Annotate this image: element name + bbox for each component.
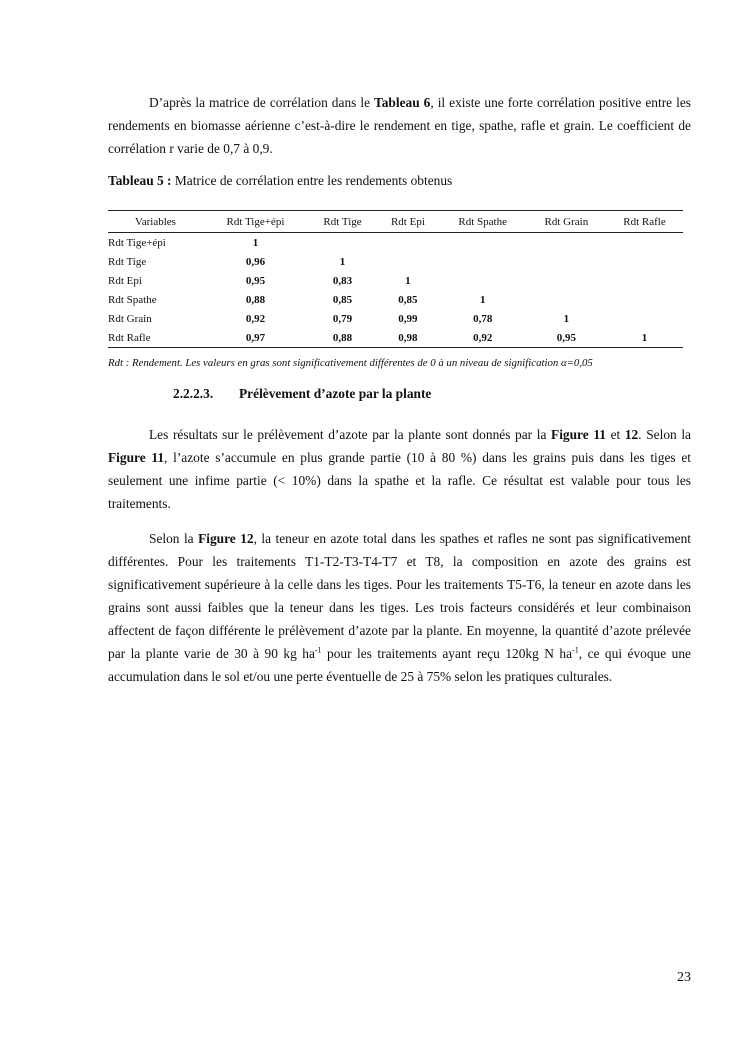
table-cell: 1 (252, 236, 259, 249)
text-run: Selon la (149, 531, 199, 546)
table-cell: 0,83 (332, 274, 353, 287)
table-row (108, 271, 683, 290)
table-row (108, 233, 683, 253)
table-cell: 0,97 (203, 328, 308, 348)
row-label: Rdt Tige+épi (108, 236, 166, 249)
row-label: Rdt Grain (108, 312, 152, 325)
table-row (108, 252, 683, 271)
table-cell (439, 252, 527, 271)
text-run: pour les traitements ayant reçu 120kg N ha (321, 646, 573, 661)
header-variables: Variables (108, 211, 203, 233)
header-rdt-grain: Rdt Grain (527, 211, 606, 233)
table-cell: 0,85 (332, 293, 353, 306)
table-cell: 0,92 (439, 328, 527, 348)
table-cell (308, 233, 377, 253)
table-cell (527, 233, 606, 253)
table-cell: 0,88 (245, 293, 266, 306)
table-cell (377, 233, 438, 253)
table-row (108, 309, 683, 328)
table-cell (527, 290, 606, 309)
table-cell: 0,95 (527, 328, 606, 348)
table-caption (108, 169, 452, 192)
text-run: , l’azote s’accumule en plus grande partie (10 à 80 %) dans les grains puis dans les tiges et seulement une infime partie (< 10%) dans la spathe et la rafle. Ce résultat est valable pour tous les traitements. (108, 450, 692, 511)
table-cell: 1 (563, 312, 570, 325)
text-run: D’après la matrice de corrélation dans le (149, 95, 375, 110)
paragraph-nitrogen-results (108, 423, 691, 515)
row-label: Rdt Rafle (108, 328, 203, 348)
section-heading (173, 386, 431, 402)
text-run: et (605, 427, 625, 442)
row-label: Rdt Epi (108, 274, 142, 287)
table-row (108, 290, 683, 309)
header-rdt-spathe: Rdt Spathe (439, 211, 527, 233)
table-cell: 0,95 (245, 274, 266, 287)
header-rdt-epi: Rdt Epi (377, 211, 438, 233)
table-cell: 0,98 (377, 328, 438, 348)
header-rdt-tige-epi: Rdt Tige+épi (203, 211, 308, 233)
table-cell (527, 252, 606, 271)
text-run: . Selon la (638, 427, 691, 442)
correlation-table (108, 210, 683, 348)
table-cell: 0,78 (473, 312, 493, 325)
table-cell: 0,96 (245, 255, 266, 268)
table-header-row (108, 211, 683, 233)
table-cell (527, 271, 606, 290)
reference-figure-12: Figure 12 (198, 531, 254, 546)
superscript: -1 (572, 645, 579, 655)
text-run: , il existe une forte corrélation positive entre les rendements en biomasse aérienne c’est-à-dire le rendement en tige, spathe, rafle et grain. Le coefficient de corrélation r varie de 0,7 à 0,9. (108, 95, 691, 156)
text-run: , la teneur en azote total dans les spathes et rafles ne sont pas significativement différentes. Pour les traitements T1-T2-T3-T4-T7 et T8, la composition en azote des grains est significativement supérieure à la celle dans les tiges. Pour les traitements T5-T6, la teneur en azote dans les grains sont aussi faibles que la teneur dans les tiges. Les trois facteurs considérés et leur combinaison affectent de façon différente le prélèvement d’azote par la plante. En moyenne, la quantité d’azote prélevée par la plante varie de 30 à 90 kg ha (108, 531, 691, 661)
table-cell: 1 (405, 274, 411, 287)
superscript: -1 (314, 645, 322, 655)
paragraph-correlation-intro (108, 91, 691, 160)
row-label: Rdt Tige (108, 255, 147, 268)
reference-figure-11: Figure 11 (551, 427, 606, 442)
reference-figure-11: Figure 11 (108, 450, 165, 465)
table-cell (377, 252, 438, 271)
reference-figure-12: 12 (624, 427, 639, 442)
table-cell: 0,79 (332, 312, 353, 325)
text-run: , ce qui évoque une accumulation dans le sol et/ou une perte éventuelle de 25 à 75% selon les pratiques culturales. (108, 646, 691, 684)
text-run: Les résultats sur le prélèvement d’azote par la plante sont donnés par la (149, 427, 552, 442)
table-row (108, 328, 683, 348)
table-cell: 1 (606, 328, 683, 348)
header-rdt-tige: Rdt Tige (308, 211, 377, 233)
table-footnote: Rdt : Rendement. Les valeurs en gras sont significativement différentes de 0 à un niveau de signification α=0,05 (108, 357, 593, 369)
table-cell (439, 233, 527, 253)
page-number: 23 (677, 970, 691, 985)
table-cell (606, 252, 683, 271)
table-cell (606, 271, 683, 290)
row-label: Rdt Spathe (108, 293, 157, 306)
table-cell: 0,92 (245, 312, 266, 325)
header-rdt-rafle: Rdt Rafle (606, 211, 683, 233)
section-title: Prélèvement d’azote par la plante (239, 386, 432, 401)
table-caption-text: Matrice de corrélation entre les rendements obtenus (171, 173, 453, 188)
paragraph-nitrogen-content (108, 527, 691, 688)
table-cell (439, 271, 527, 290)
table-cell: 0,85 (398, 293, 418, 306)
table-cell: 0,88 (308, 328, 377, 348)
table-cell: 0,99 (398, 312, 418, 325)
reference-tableau-6: Tableau 6 (374, 95, 431, 110)
table-cell: 1 (479, 293, 486, 306)
table-caption-label: Tableau 5 : (108, 173, 172, 188)
table-cell (606, 309, 683, 328)
table-cell (606, 290, 683, 309)
table-cell (606, 233, 683, 253)
table-cell: 1 (339, 255, 346, 268)
section-number: 2.2.2.3. (173, 386, 214, 401)
